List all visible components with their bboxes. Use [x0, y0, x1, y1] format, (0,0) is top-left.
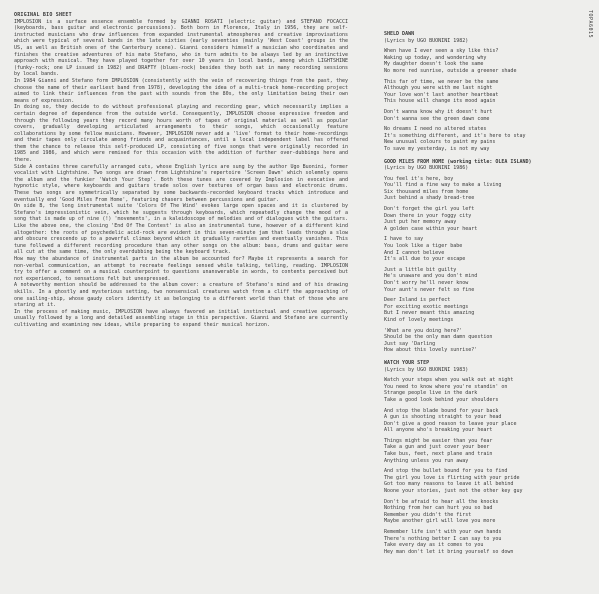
- song-title: WATCH YOUR STEP: [384, 359, 430, 366]
- song-block: [384, 360, 584, 555]
- bio-text: [14, 19, 348, 329]
- lyric-line: Just put her memory away: [384, 219, 457, 226]
- lyric-line: Although you were with me last night: [384, 85, 493, 92]
- lyric-line: Six thousand miles from home: [384, 188, 469, 195]
- lyric-line: Don't give a good reason to leave your place: [384, 420, 517, 427]
- bio-paragraph: A noteworthy mention should be addressed to the album cover: a creature of Stefano's mind and of his drawing skills. In a ghostly and mysterious setting, two nonsensical creatures watch from a cliff the approaching of one sailing-ship, whose gaudy colors identify it as belonging to a different world than that of those who are staring at it.: [14, 282, 348, 309]
- lyric-stanza: [384, 408, 584, 434]
- lyric-line: How about this lovely sunrise?': [384, 347, 478, 354]
- lyric-line: Don't be afraid to hear all the knocks: [384, 498, 499, 505]
- lyric-line: Don't forget the girl you left: [384, 206, 475, 213]
- lyric-line: I have to say: [384, 236, 424, 243]
- song-title: GOOD MILES FROM HOME (working title: OLEA ISLAND): [384, 158, 532, 165]
- bio-paragraph: IMPLOSION is a surface essence ensemble formed by GIANNI ROSATI (electric guitar) and STEFANO FOCACCI (keyboards, bass guitar and electronic percussions). Both born in Florence, Italy in 1956, they are self-instructed musicians who draw influences from expanded instrumental atmospheres and creative improvisations which were typical of several bands in the late sixties (early seventies (mainly 'West Coast' groups in the US, as well as British ones of the Canterbury scene). Gianni considers himself a musician who coordinates and finishes the creative adventures of his mate Stefano, who in turn admits to be always led by an instinctive approach with musical. They have played together for over 10 years in local bands, among which LIGHTSHINE (funky-rock; one LP issued in 1982) and DRAFTY (blues-rock) besides they both sat in many recording sessions by local bands.: [14, 18, 348, 78]
- lyric-line: Maybe another girl will love you more: [384, 518, 496, 525]
- lyric-line: Nothing from her can hurt you so bad: [384, 505, 493, 512]
- bio-paragraph: In doing so, they decide to do without professional playing and recording gear, which necessarily implies a certain degree of dependence from the outside world. Consequently, IMPLOSION choose expressive freedom and through the following years they record many hours worth of tapes of original material as well as popular covers, gradually developing articulated arrangements to their songs, which occasionally feature collaborations by some fellow musicians. However, IMPLOSION never add a 'live' format to their home-recordings and their tapes only circulate among friends and acquaintances, until a local independent label has offered them the chance to release this self-produced LP, consisting of five songs that were originally recorded in 1985 and 1986, and which were remixed for this occasion with the addition of further over-dubbings here and there.: [14, 104, 348, 164]
- lyric-line: Should be the only man damn question: [384, 334, 493, 341]
- bio-column: [14, 12, 348, 329]
- bio-paragraph: Side A contains three carefully arranged cuts, whose English lyrics are sung by the author Ugo Buonini, former vocalist with Lightshine. Two songs are drawn from Lightshine's repertoire 'Screen Dawn' which solemnly opens the album and the funkier 'Watch Your Step'. Both these tunes are covered by Implosion in evocative and hypnotic style, where keyboards and guitars trade solos over textures of organ bass and electronic drums. These two songs are symmetrically separated by some backwards-recorded keyboard tracks which introduce and eventually end 'Good Miles From Home', featuring chasers between percussions and guitar.: [14, 163, 348, 203]
- lyric-line: Watch your steps when you walk out at night: [384, 377, 514, 384]
- lyric-line: Your love won't last another heartbeat: [384, 91, 499, 98]
- lyric-line: Kind of lovely meetings: [384, 316, 454, 323]
- lyric-stanza: [384, 297, 584, 323]
- lyric-line: Anything unless you run away: [384, 457, 469, 464]
- lyric-line: Just behind a shady bread-tree: [384, 195, 475, 202]
- lyric-line: No more red sunrise, outside a greener shade: [384, 67, 517, 74]
- lyric-line: This far of time, we never be the same: [384, 78, 499, 85]
- bio-paragraph: On side B, the long instrumental suite 'Colors Of The Wind' evokes large open spaces and it is clustered by Stefano's impressionistic vein, which he suggests through keyboards, which repeatedly change the mood of a song that is made up of nine (!) 'movements', in a kaleidoscope of melodies and of dialogues with the guitars. Like the above one, the closing 'End Of The Contest' is also an instrumental tune, however of a different kind altogether: the roots of psychedelic acid-rock are evident in this seven-minute jam that leads through a slow and obscure crescendo up to a powerful climax beyond which it gradually rarefies and eventually vanishes. This tune followed a different recording procedure than any other songs on the album: bass, drums and guitar were all cut at the same time, the only overdubbing being the keyboard track.: [14, 203, 348, 256]
- lyric-line: Remember life isn't with your own hands: [384, 529, 502, 535]
- catalog-number: TOPA6015: [587, 10, 593, 39]
- song-title: SHELD DAWN: [384, 31, 415, 37]
- lyric-line: Waking up today, and wondering why: [384, 54, 487, 61]
- lyric-stanza: [384, 438, 584, 464]
- lyric-stanza: [384, 206, 584, 232]
- lyric-line: Hey man don't let it bring yourself so down: [384, 548, 514, 555]
- lyric-line: Take every day as it comes to you: [384, 542, 484, 549]
- lyric-line: A gun is shooting straight to your head: [384, 414, 502, 421]
- lyric-stanza: [384, 377, 584, 403]
- lyric-line: New unusual colours to paint my pains: [384, 139, 496, 146]
- lyric-line: Remember you didn't the first: [384, 511, 472, 518]
- lyric-line: It's all due to your escape: [384, 256, 466, 263]
- lyric-line: Don't wanna know why it doesn't hurt: [384, 108, 493, 115]
- bio-heading: ORIGINAL BIO SHEET: [14, 12, 72, 18]
- lyric-line: Don't wanna see the green dawn come: [384, 115, 490, 122]
- lyric-stanza: [384, 176, 584, 202]
- lyric-line: This house will change its mood again: [384, 98, 496, 105]
- lyric-line: Take a good look behind your shoulders: [384, 396, 499, 403]
- lyric-line: The girl you love is flirting with your pride: [384, 474, 520, 481]
- lyric-stanza: [384, 328, 584, 354]
- lyric-stanza: [384, 499, 584, 525]
- lyric-stanza: [384, 529, 584, 555]
- lyric-line: To save my yesterday, is not my way: [384, 145, 490, 152]
- song-block: [384, 159, 584, 354]
- lyric-line: Don't worry he'll never know: [384, 280, 469, 286]
- lyric-line: But I never meant this amazing: [384, 310, 475, 317]
- lyric-line: And stop the bullet bound for you to find: [384, 468, 508, 475]
- bio-paragraph: In the process of making music, IMPLOSION have always favored an initial instinctual and creative approach, usually followed by a long and detailed assembling stage in this perspective. Gianni and Stefano are currently cultivating and examining new ideas, while preparing to expand their musical horizon.: [14, 308, 348, 328]
- lyric-stanza: [384, 79, 584, 105]
- song-credit: (Lyrics by UGO BUONINI 1982): [384, 37, 469, 44]
- lyric-stanza: [384, 109, 584, 122]
- lyric-stanza: [384, 267, 584, 293]
- lyric-stanza: [384, 236, 584, 262]
- lyric-stanza: [384, 468, 584, 494]
- lyric-line: There's nothing better I can say to you: [384, 535, 502, 542]
- lyrics-column: [384, 31, 584, 561]
- lyric-line: Things might be easier than you fear: [384, 437, 493, 444]
- lyric-line: It's something different, and it's here to stay: [384, 132, 526, 139]
- song-lyrics-list: [384, 31, 584, 555]
- lyric-line: Noone your stories, just not the other key guy: [384, 488, 523, 495]
- lyric-line: All anyone who's breaking your heart: [384, 427, 493, 434]
- lyric-line: No dreams I need no altered states: [384, 126, 487, 133]
- lyric-line: When have I ever seen a sky like this?: [384, 48, 499, 55]
- lyric-line: And stop the blade bound for your back: [384, 407, 499, 414]
- lyric-line: You'll find a fine way to make a living: [384, 182, 502, 189]
- lyric-line: He's unaware and you don't mind: [384, 273, 478, 280]
- lyric-line: Got too many reasons to leave it all behind: [384, 481, 514, 488]
- lyric-line: You look like a tiger babe: [384, 243, 463, 250]
- lyric-line: Strange people live in the dark: [384, 390, 478, 397]
- lyric-line: Just a little bit guilty: [384, 266, 457, 273]
- lyric-line: You need to know where you're standin' on: [384, 383, 508, 390]
- lyric-line: You feel it's here, boy: [384, 175, 454, 182]
- song-credit: (Lyrics by UGO BUONINI 1986): [384, 165, 469, 172]
- lyric-line: Just say 'Darling: [384, 340, 436, 347]
- lyric-line: A golden case within your heart: [384, 225, 478, 232]
- lyric-line: My daughter doesn't look the same: [384, 61, 484, 68]
- lyric-line: 'What are you doing here?': [384, 327, 463, 334]
- bio-paragraph: How may the abundance of instrumental parts in the album be accounted for? Maybe it represents a search for non-verbal communication, an attempt to recreate feelings sensed while talking, telling, reading. IMPLOSION try to offer a comment on a musical counterpoint to questions unanswerable in words, to contents perceived but not experienced, to sensations felt but unexpressed.: [14, 255, 348, 282]
- lyric-stanza: [384, 126, 584, 152]
- lyric-line: Down there in your foggy city: [384, 212, 472, 219]
- song-credit: (Lyrics by UGO BUONINI 1983): [384, 366, 469, 373]
- lyric-line: Take a gun and just cover your beer: [384, 444, 490, 451]
- song-block: [384, 31, 584, 153]
- lyric-line: Your aunt's never felt so fine: [384, 286, 475, 293]
- lyric-stanza: [384, 48, 584, 74]
- bio-paragraph: In 1984 Gianni and Stefano form IMPLOSION (consistently with the vein of recovering things from the past, they choose the name of their earliest band from 1978), developing the idea of a multi-track home-recording project aimed to link their influences from the past with sounds from the 80s, the only limitation being their own means of expression.: [14, 77, 348, 104]
- lyric-line: And I cannot believe: [384, 249, 445, 256]
- lyric-line: For exciting exotic meetings: [384, 303, 469, 310]
- lyric-line: Take bus, feet, next plane and train: [384, 451, 493, 458]
- lyric-line: Deer Island is perfect: [384, 297, 451, 304]
